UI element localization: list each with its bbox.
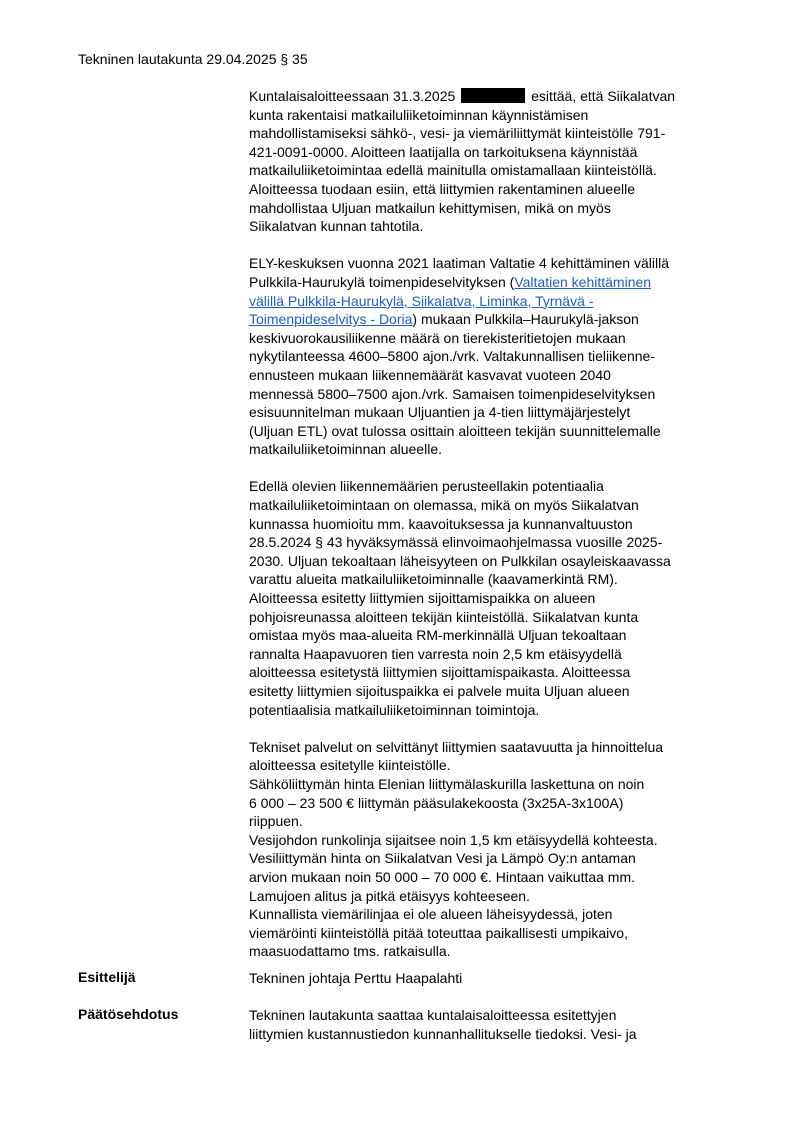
text-line: matkailuliiketoimintaan on olemassa, mikä on myös Siikalatvan bbox=[249, 497, 639, 514]
paragraph-initiative bbox=[249, 87, 735, 236]
paragraph-connection-costs bbox=[249, 738, 735, 961]
paragraph-ely-traffic bbox=[249, 254, 735, 459]
text-line: omistaa myös maa-alueita RM-merkinnällä Uljuan tekoaltaan bbox=[249, 627, 627, 644]
text-line: 421-0091-0000. Aloitteen laatijalla on tarkoituksena käynnistää bbox=[249, 143, 638, 160]
text-line: rannalta Haapavuoren tien varresta noin 2,5 km etäisyydellä bbox=[249, 645, 622, 662]
text-line bbox=[249, 292, 735, 311]
text-line: Lamujoen alitus ja pitkä etäisyys kohteeseen. bbox=[249, 887, 530, 904]
doria-report-link[interactable]: Valtatien kehittäminen bbox=[514, 273, 652, 290]
text-line: viemäröinti kiinteistöllä pitää toteuttaa paikallisesti umpikaivo, bbox=[249, 924, 628, 941]
text-line: Aloitteessa tuodaan esiin, että liittymien rakentaminen alueelle bbox=[249, 180, 636, 197]
text-line: mahdollistamiseksi sähkö-, vesi- ja viemäriliittymät kiinteistölle 791- bbox=[249, 125, 666, 142]
text-line: ELY-keskuksen vuonna 2021 laatiman Valtatie 4 kehittäminen välillä bbox=[249, 255, 669, 272]
text-line: aloitteessa esitetylle kiinteistölle. bbox=[249, 757, 451, 774]
text-line: Siikalatvan kunnan tahtotila. bbox=[249, 218, 424, 235]
main-text-column bbox=[249, 87, 735, 980]
text-line: kunta rakentaisi matkailuliiketoiminnan käynnistämisen bbox=[249, 106, 589, 123]
text-line: liittymien kustannustiedon kunnanhallitukselle tiedoksi. Vesi- ja bbox=[249, 1025, 637, 1042]
text-line: Vesijohdon runkolinja sijaitsee noin 1,5 km etäisyydellä kohteesta. bbox=[249, 831, 658, 848]
text-line: matkailuliiketoimintaa edellä mainitulla omistamallaan kiinteistöllä. bbox=[249, 162, 657, 179]
text-line: varattu alueita matkailuliiketoiminnalle (kaavamerkintä RM). bbox=[249, 571, 618, 588]
presenter-value: Tekninen johtaja Perttu Haapalahti bbox=[249, 970, 463, 986]
text-line bbox=[249, 273, 735, 292]
doria-report-link[interactable]: Toimenpideselvitys - Doria bbox=[249, 311, 413, 328]
text-line: Sähköliittymän hinta Elenian liittymälaskurilla laskettuna on noin bbox=[249, 775, 645, 792]
page-header: Tekninen lautakunta 29.04.2025 § 35 bbox=[78, 51, 308, 67]
text-line: riippuen. bbox=[249, 813, 303, 830]
text-line bbox=[249, 87, 735, 106]
decision-proposal-text bbox=[249, 1006, 735, 1043]
decision-proposal-label: Päätösehdotus bbox=[78, 1006, 179, 1022]
text-line: 28.5.2024 § 43 hyväksymässä elinvoimaohjelmassa vuosille 2025- bbox=[249, 534, 663, 551]
text-line: mennessä 5800–7500 ajon./vrk. Samaisen toimenpideselvityksen bbox=[249, 385, 656, 402]
text-fragment: esittää, että Siikalatvan bbox=[531, 88, 676, 104]
doria-report-link[interactable]: välillä Pulkkila-Haurukylä, Siikalatva, Liminka, Tyrnävä - bbox=[249, 292, 594, 309]
text-line: mahdollistaa Uljuan matkailun kehittymisen, mikä on myös bbox=[249, 199, 611, 216]
text-fragment: ) mukaan Pulkkila–Haurukylä-jakson bbox=[412, 311, 639, 328]
text-line: Aloitteessa esitetty liittymien sijoittamispaikka on alueen bbox=[249, 590, 596, 607]
text-line: Tekninen lautakunta saattaa kuntalaisaloitteessa esitettyjen bbox=[249, 1007, 617, 1023]
text-line: kunnassa huomioitu mm. kaavoituksessa ja kunnanvaltuuston bbox=[249, 515, 633, 532]
text-line: arvion mukaan noin 50 000 – 70 000 €. Hintaan vaikuttaa mm. bbox=[249, 868, 636, 885]
text-line: pohjoisreunassa aloitteen tekijän kiinteistöllä. Siikalatvan kunta bbox=[249, 608, 639, 625]
text-line: potentiaalisia matkailuliiketoiminnan toimintoja. bbox=[249, 701, 540, 718]
text-line: Tekniset palvelut on selvittänyt liittymien saatavuutta ja hinnoittelua bbox=[249, 738, 664, 755]
text-fragment: Kuntalaisaloitteessaan 31.3.2025 bbox=[249, 88, 456, 104]
text-line: Kunnallista viemärilinjaa ei ole alueen läheisyydessä, joten bbox=[249, 906, 613, 923]
text-line: ennusteen mukaan liikennemäärät kasvavat vuoteen 2040 bbox=[249, 366, 611, 383]
text-line: esisuunnitelman mukaan Uljuantien ja 4-tien liittymäjärjestelyt bbox=[249, 404, 631, 421]
text-line: 6 000 – 23 500 € liittymän pääsulakekoosta (3x25A-3x100A) bbox=[249, 794, 624, 811]
text-line: aloitteessa esitetystä liittymien sijoittamispaikasta. Aloitteessa bbox=[249, 664, 631, 681]
text-line: esitetty liittymien sijoituspaikka ei palvele muita Uljuan alueen bbox=[249, 683, 630, 699]
text-line: (Uljuan ETL) ovat tulossa osittain aloitteen tekijän suunnittelemalle bbox=[249, 422, 661, 439]
paragraph-potential bbox=[249, 477, 735, 719]
text-line bbox=[249, 310, 735, 329]
text-fragment: Pulkkila-Haurukylä toimenpideselvityksen ( bbox=[249, 273, 515, 290]
text-line: matkailuliiketoiminnan alueelle. bbox=[249, 441, 442, 458]
presenter-label: Esittelijä bbox=[78, 969, 136, 985]
text-line: 2030. Uljuan tekoaltaan läheisyyteen on Pulkkilan osayleiskaavassa bbox=[249, 552, 671, 569]
text-line: Vesiliittymän hinta on Siikalatvan Vesi ja Lämpö Oy:n antaman bbox=[249, 850, 636, 867]
text-line: keskivuorokausiliikenne määrä on tierekisteritietojen mukaan bbox=[249, 329, 626, 346]
text-line: maasuodattamo tms. ratkaisulla. bbox=[249, 943, 451, 960]
text-line: nykytilanteessa 4600–5800 ajon./vrk. Valtakunnallisen tieliikenne- bbox=[249, 348, 655, 365]
text-line: Edellä olevien liikennemäärien perusteellakin potentiaalia bbox=[249, 478, 604, 495]
redacted-name-block bbox=[461, 88, 525, 103]
